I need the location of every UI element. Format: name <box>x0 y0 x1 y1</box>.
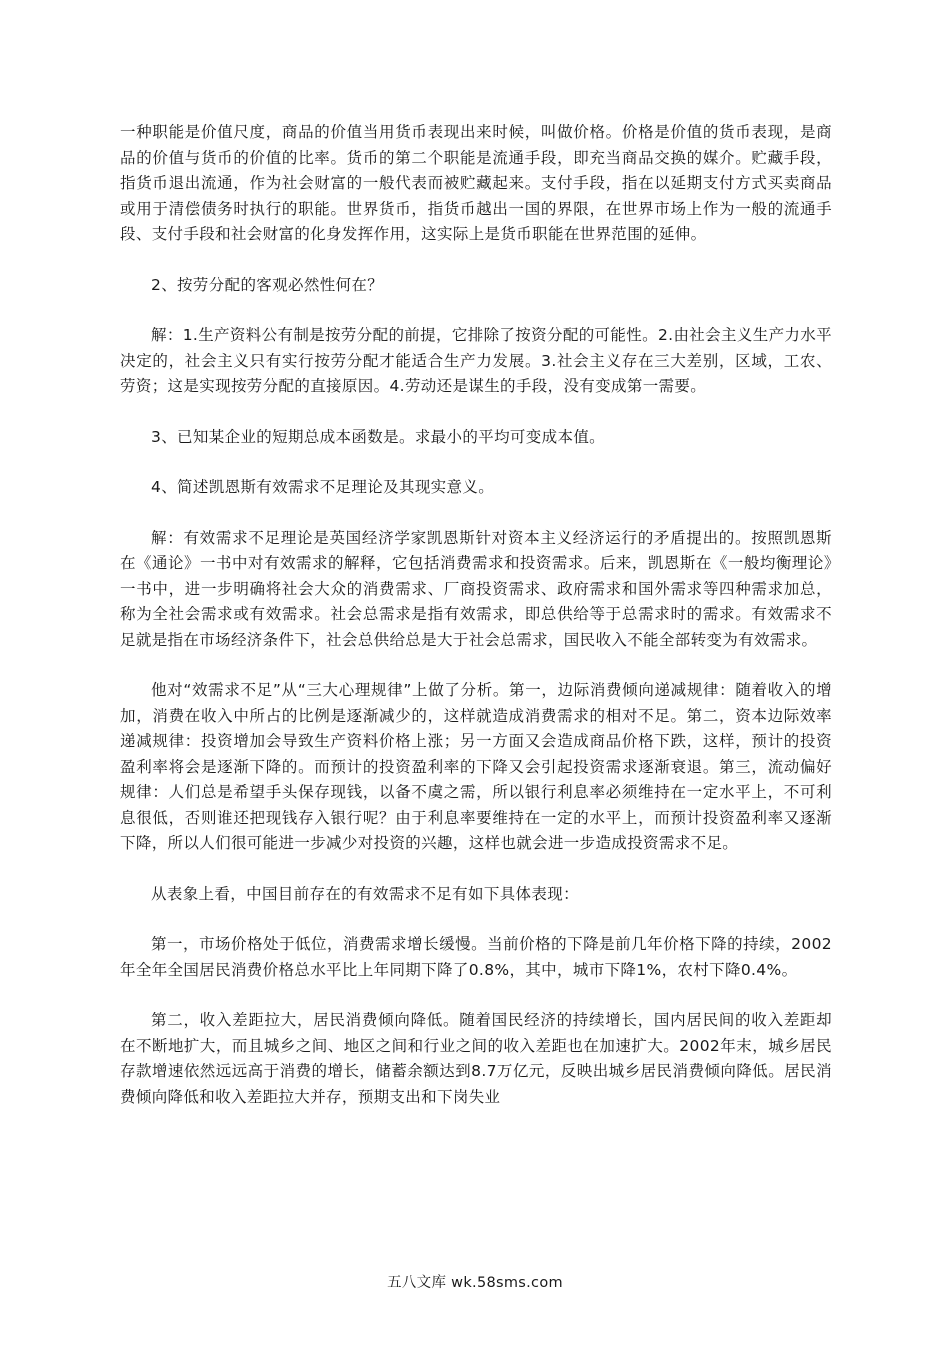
answer-2: 解：1.生产资料公有制是按劳分配的前提，它排除了按资分配的可能性。2.由社会主义生产力水平决定的，社会主义只有实行按劳分配才能适合生产力发展。3.社会主义存在三大差别，区域，工农、劳资；这是实现按劳分配的直接原因。4.劳动还是谋生的手段，没有变成第一需要。 <box>120 326 832 395</box>
answer-4-three-laws: 他对“效需求不足”从“三大心理规律”上做了分析。第一，边际消费倾向递减规律：随着收入的增加，消费在收入中所占的比例是逐渐减少的，这样就造成消费需求的相对不足。第二，资本边际效率递减规律：投资增加会导致生产资料价格上涨；另一方面又会造成商品价格下跌，这样，预计的投资盈利率将会是逐渐下降的。而预计的投资盈利率的下降又会引起投资需求逐渐衰退。第三，流动偏好规律：人们总是希望手头保存现钱，以备不虞之需，所以银行利息率必须维持在一定水平上，不可利息很低，否则谁还把现钱存入银行呢？由于利息率要维持在一定的水平上，而预计投资盈利率又逐渐下降，所以人们很可能进一步减少对投资的兴趣，这样也就会进一步造成投资需求不足。 <box>120 681 832 852</box>
page-footer: 五八文库 wk.58sms.com <box>387 1275 563 1291</box>
question-2: 2、按劳分配的客观必然性何在？ <box>151 275 384 294</box>
answer-4-china-intro: 从表象上看，中国目前存在的有效需求不足有如下具体表现： <box>151 884 579 903</box>
paragraph-money-functions: 一种职能是价值尺度，商品的价值当用货币表现出来时候，叫做价格。价格是价值的货币表现，是商品的价值与货币的价值的比率。货币的第二个职能是流通手段，即充当商品交换的媒介。贮藏手段，指货币退出流通，作为社会财富的一般代表而被贮藏起来。支付手段，指在以延期支付方式买卖商品或用于清偿债务时执行的职能。世界货币，指货币越出一国的界限，在世界市场上作为一般的流通手段、支付手段和社会财富的化身发挥作用，这实际上是货币职能在世界范围的延伸。 <box>120 123 832 243</box>
answer-4-intro: 解：有效需求不足理论是英国经济学家凯恩斯针对资本主义经济运行的矛盾提出的。按照凯恩斯在《通论》一书中对有效需求的解释，它包括消费需求和投资需求。后来，凯恩斯在《一般均衡理论》一书中，进一步明确将社会大众的消费需求、厂商投资需求、政府需求和国外需求等四种需求加总，称为全社会需求或有效需求。社会总需求是指有效需求，即总供给等于总需求时的需求。有效需求不足就是指在市场经济条件下，社会总供给总是大于社会总需求，国民收入不能全部转变为有效需求。 <box>120 528 832 649</box>
question-3: 3、已知某企业的短期总成本函数是。求最小的平均可变成本值。 <box>151 427 606 446</box>
answer-4-point-1: 第一，市场价格处于低位，消费需求增长缓慢。当前价格的下降是前几年价格下降的持续，2002年全年全国居民消费价格总水平比上年同期下降了0.8%，其中，城市下降1%，农村下降0.4%。 <box>120 935 832 979</box>
answer-4-point-2: 第二，收入差距拉大，居民消费倾向降低。随着国民经济的持续增长，国内居民间的收入差距却在不断地扩大，而且城乡之间、地区之间和行业之间的收入差距也在加速扩大。2002年末，城乡居民存款增速依然远远高于消费的增长，储蓄余额达到8.7万亿元，反映出城乡居民消费倾向降低。居民消费倾向降低和收入差距拉大并存，预期支出和下岗失业 <box>120 1011 832 1106</box>
question-4: 4、简述凯恩斯有效需求不足理论及其现实意义。 <box>151 478 495 496</box>
document-body <box>120 120 832 1135</box>
